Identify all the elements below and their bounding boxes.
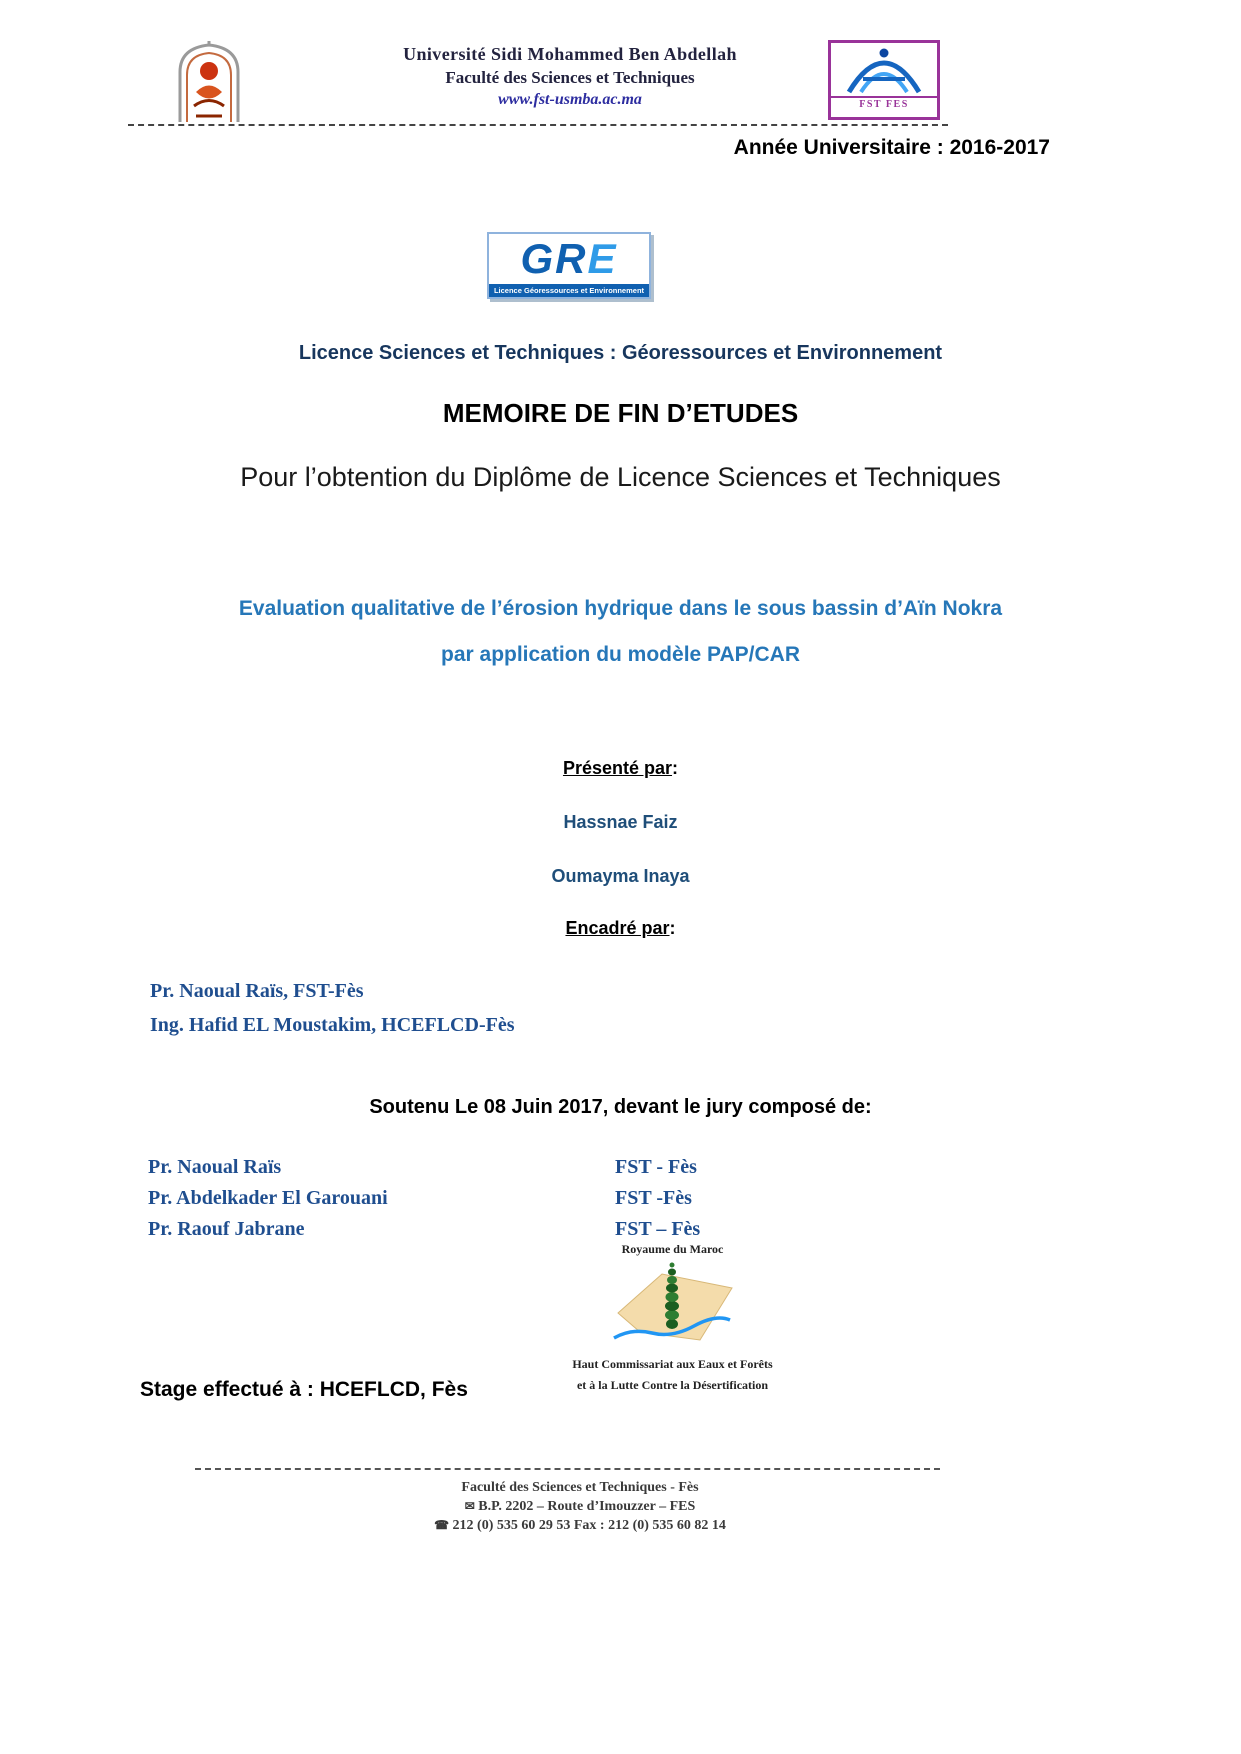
kingdom-label: Royaume du Maroc bbox=[621, 1242, 724, 1256]
defense-line: Soutenu Le 08 Juin 2017, devant le jury composé de: bbox=[369, 1096, 872, 1118]
jury-member-affiliation: FST -Fès bbox=[615, 1187, 692, 1209]
fst-fes-logo bbox=[828, 40, 940, 120]
supervised-by-colon: : bbox=[669, 918, 676, 938]
phone-icon: ☎ bbox=[434, 1518, 450, 1532]
gre-logo-subtitle: Licence Géoressources et Environnement bbox=[489, 284, 649, 297]
student-name: Oumayma Inaya bbox=[551, 866, 690, 886]
supervisors-list bbox=[150, 974, 514, 1042]
footer-faculty: Faculté des Sciences et Techniques - Fès bbox=[461, 1480, 699, 1495]
faculty-name: Faculté des Sciences et Techniques bbox=[445, 68, 695, 87]
jury-member-name: Pr. Abdelkader El Garouani bbox=[148, 1187, 388, 1209]
purpose-line: Pour l’obtention du Diplôme de Licence Sciences et Techniques bbox=[240, 462, 1001, 492]
memoir-title: MEMOIRE DE FIN D’ETUDES bbox=[442, 398, 799, 428]
jury-table bbox=[148, 1152, 700, 1245]
thesis-title bbox=[0, 586, 1241, 678]
supervised-by-text: Encadré par bbox=[565, 918, 670, 938]
hceflcd-name-line1: Haut Commissariat aux Eaux et Forêts bbox=[572, 1357, 773, 1371]
jury-row bbox=[148, 1183, 700, 1214]
thesis-title-line2: par application du modèle PAP/CAR bbox=[441, 643, 800, 666]
header-institution-block bbox=[320, 44, 820, 109]
gre-logo bbox=[487, 232, 651, 299]
presented-by-label bbox=[0, 758, 1241, 779]
gre-logo-letters bbox=[489, 234, 649, 284]
document-footer bbox=[280, 1478, 880, 1535]
jury-member-affiliation: FST – Fès bbox=[615, 1218, 701, 1240]
presented-by-colon: : bbox=[672, 758, 679, 778]
university-seal-icon bbox=[172, 40, 246, 124]
footer-address-text: B.P. 2202 – Route d’Imouzzer – FES bbox=[478, 1499, 696, 1514]
hceflcd-logo-icon bbox=[600, 1258, 745, 1353]
envelope-icon: ✉ bbox=[464, 1499, 475, 1513]
footer-address bbox=[280, 1497, 880, 1516]
website-url: www.fst-usmba.ac.ma bbox=[498, 91, 642, 108]
university-seal-graphic bbox=[172, 40, 246, 124]
academic-year: Année Universitaire : 2016-2017 bbox=[733, 136, 1050, 159]
university-name: Université Sidi Mohammed Ben Abdellah bbox=[403, 44, 737, 64]
student-name: Hassnae Faiz bbox=[563, 812, 678, 832]
jury-row bbox=[148, 1152, 700, 1183]
fst-fes-logo-label: FST FES bbox=[831, 96, 937, 110]
hceflcd-logo-graphic bbox=[600, 1258, 745, 1353]
jury-row bbox=[148, 1214, 700, 1245]
jury-member-name: Pr. Naoual Raïs bbox=[148, 1156, 282, 1178]
footer-phone bbox=[280, 1516, 880, 1535]
internship-location: Stage effectué à : HCEFLCD, Fès bbox=[140, 1378, 468, 1401]
footer-phone-text: 212 (0) 535 60 29 53 Fax : 212 (0) 535 60 82 14 bbox=[452, 1518, 726, 1533]
gre-letters-gr: GR bbox=[520, 235, 588, 282]
supervisor-name: Pr. Naoual Raïs, FST-Fès bbox=[150, 980, 364, 1002]
supervised-by-label bbox=[0, 918, 1241, 939]
fst-emblem-icon bbox=[831, 44, 937, 96]
hceflcd-name bbox=[545, 1354, 800, 1396]
jury-member-name: Pr. Raouf Jabrane bbox=[148, 1218, 305, 1240]
jury-member-affiliation: FST - Fès bbox=[615, 1156, 697, 1178]
gre-letter-e: E bbox=[587, 235, 618, 282]
program-title: Licence Sciences et Techniques : Géoressources et Environnement bbox=[298, 342, 943, 364]
header-divider bbox=[128, 124, 948, 126]
supervisor-name: Ing. Hafid EL Moustakim, HCEFLCD-Fès bbox=[150, 1014, 515, 1036]
thesis-title-line1: Evaluation qualitative de l’érosion hydrique dans le sous bassin d’Aïn Nokra bbox=[238, 597, 1003, 620]
presented-by-text: Présenté par bbox=[562, 758, 673, 778]
footer-divider bbox=[195, 1468, 940, 1470]
hceflcd-name-line2: et à la Lutte Contre la Désertification bbox=[576, 1378, 769, 1392]
